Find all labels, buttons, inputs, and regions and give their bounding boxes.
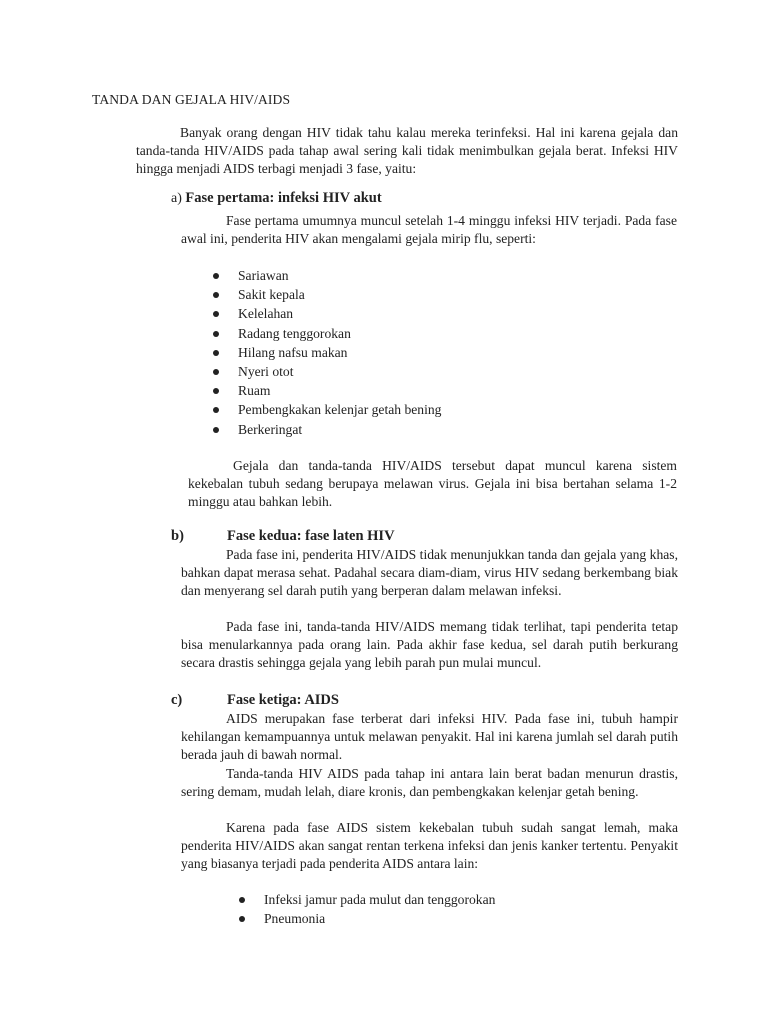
list-item: Pneumonia (239, 909, 639, 928)
phase-a-marker: a) (171, 191, 182, 206)
phase-a-paragraph: Fase pertama umumnya muncul setelah 1-4 minggu infeksi HIV terjadi. Pada fase awal ini, penderita HIV akan mengalami gejala mirip flu, seperti: (181, 213, 677, 246)
phase-b-paragraph-1: Pada fase ini, penderita HIV/AIDS tidak menunjukkan tanda dan gejala yang khas, bahkan dapat merasa sehat. Padahal secara diam-diam, virus HIV sedang berkembang biak dan menyerang sel darah putih yang berperan dalam melawan infeksi. (181, 547, 678, 598)
list-item: Radang tenggorokan (213, 324, 513, 343)
list-item: Sariawan (213, 266, 513, 285)
list-item: Kelelahan (213, 304, 513, 323)
phase-b-marker: b) (171, 528, 184, 544)
phase-c-paragraph-2: Tanda-tanda HIV AIDS pada tahap ini antara lain berat badan menurun drastis, sering demam, mudah lelah, diare kronis, dan pembengkakan kelenjar getah bening. (181, 766, 678, 799)
list-item: Berkeringat (213, 420, 513, 439)
phase-a-heading (171, 190, 382, 207)
list-item: Sakit kepala (213, 285, 513, 304)
phase-c-paragraph-1: AIDS merupakan fase terberat dari infeksi HIV. Pada fase ini, tubuh hampir kehilangan kemampuannya untuk melawan penyakit. Hal ini karena jumlah sel darah putih berada jauh di bawah normal. (181, 711, 678, 762)
list-item: Ruam (213, 381, 513, 400)
phase-a-title: Fase pertama: infeksi HIV akut (185, 190, 382, 206)
list-item: Nyeri otot (213, 362, 513, 381)
phase-a-closing: Gejala dan tanda-tanda HIV/AIDS tersebut dapat muncul karena sistem kekebalan tubuh sedang berupaya melawan virus. Gejala ini bisa bertahan selama 1-2 minggu atau bahkan lebih. (188, 458, 677, 509)
list-item: Hilang nafsu makan (213, 343, 513, 362)
phase-b-title: Fase kedua: fase laten HIV (227, 528, 395, 544)
phase-c-marker: c) (171, 692, 183, 708)
phase-c-heading (171, 692, 339, 709)
symptom-list (213, 266, 513, 439)
disease-list (239, 890, 639, 928)
page-title: TANDA DAN GEJALA HIV/AIDS (92, 92, 291, 107)
intro-paragraph: Banyak orang dengan HIV tidak tahu kalau mereka terinfeksi. Hal ini karena gejala dan tanda-tanda HIV/AIDS pada tahap awal sering kali tidak menimbulkan gejala berat. Infeksi HIV hingga menjadi AIDS terbagi menjadi 3 fase, yaitu: (136, 125, 678, 176)
phase-c-title: Fase ketiga: AIDS (227, 692, 339, 708)
list-item: Pembengkakan kelenjar getah bening (213, 400, 513, 419)
phase-b-paragraph-2: Pada fase ini, tanda-tanda HIV/AIDS memang tidak terlihat, tapi penderita tetap bisa menularkannya pada orang lain. Pada akhir fase kedua, sel darah putih berkurang secara drastis sehingga gejala yang lebih parah pun mulai muncul. (181, 619, 678, 670)
list-item: Infeksi jamur pada mulut dan tenggorokan (239, 890, 639, 909)
phase-c-paragraph-3: Karena pada fase AIDS sistem kekebalan tubuh sudah sangat lemah, maka penderita HIV/AIDS akan sangat rentan terkena infeksi dan jenis kanker tertentu. Penyakit yang biasanya terjadi pada penderita AIDS antara lain: (181, 820, 678, 871)
phase-b-heading (171, 528, 395, 545)
